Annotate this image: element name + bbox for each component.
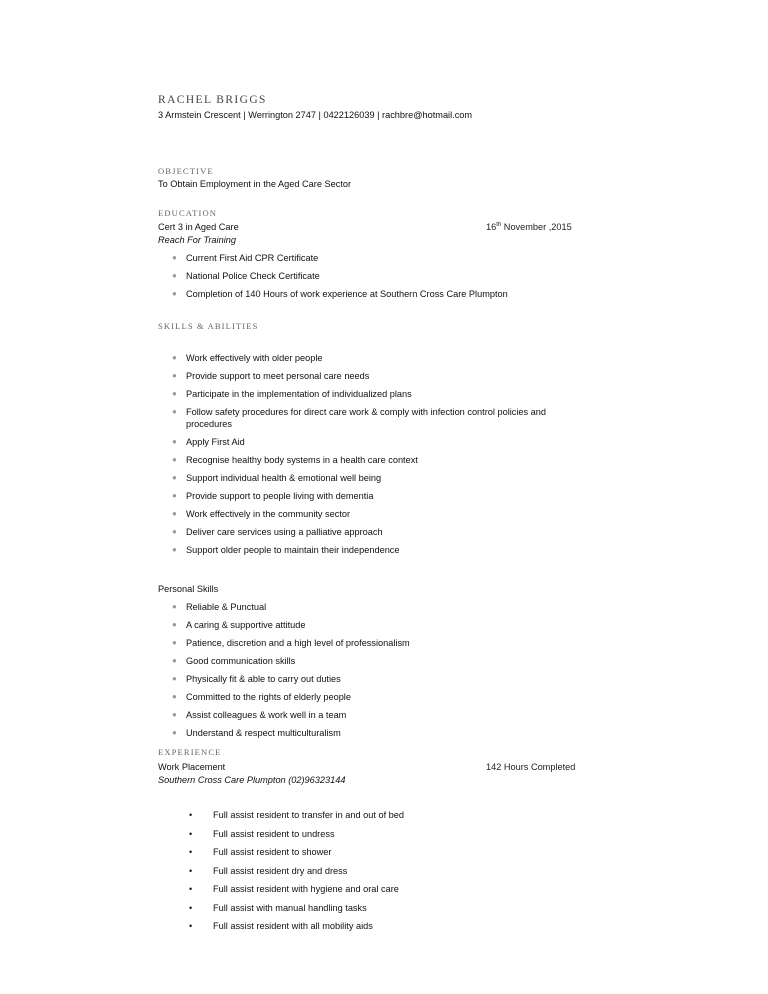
candidate-name: RACHEL BRIGGS bbox=[158, 94, 267, 106]
list-item bbox=[158, 709, 588, 721]
list-item-text: Assist colleagues & work well in a team bbox=[186, 710, 347, 720]
education-provider: Reach For Training bbox=[158, 235, 236, 245]
bullet-icon: • bbox=[189, 902, 193, 913]
list-item-text: Work effectively with older people bbox=[186, 353, 323, 363]
list-item bbox=[158, 883, 588, 895]
bullet-icon: • bbox=[189, 828, 193, 839]
list-item bbox=[158, 809, 588, 821]
list-item-text: Full assist resident dry and dress bbox=[213, 865, 348, 876]
bullet-icon: ● bbox=[172, 620, 177, 629]
bullet-icon: • bbox=[189, 865, 193, 876]
bullet-icon: ● bbox=[172, 473, 177, 482]
list-item bbox=[158, 252, 588, 264]
bullet-icon: ● bbox=[172, 656, 177, 665]
bullet-icon: • bbox=[189, 810, 193, 820]
list-item-text-continued: procedures bbox=[186, 419, 232, 429]
list-item-text: Provide support to people living with dementia bbox=[186, 491, 374, 501]
list-item bbox=[158, 601, 588, 613]
bullet-icon: ● bbox=[172, 389, 177, 398]
list-item bbox=[158, 472, 588, 484]
list-item bbox=[158, 865, 588, 877]
list-item-text: Provide support to meet personal care needs bbox=[186, 371, 370, 381]
bullet-icon: ● bbox=[172, 253, 177, 262]
bullet-icon: ● bbox=[172, 371, 177, 380]
education-heading: EDUCATION bbox=[158, 208, 218, 218]
list-item-text: Committed to the rights of elderly people bbox=[186, 692, 351, 702]
bullet-icon: • bbox=[189, 884, 193, 894]
bullet-icon: ● bbox=[172, 527, 177, 536]
list-item bbox=[158, 691, 588, 703]
list-item bbox=[158, 406, 588, 430]
list-item bbox=[158, 828, 588, 840]
education-date-rest: November ,2015 bbox=[501, 222, 572, 233]
list-item-text: Deliver care services using a palliative approach bbox=[186, 527, 383, 537]
education-list bbox=[158, 252, 588, 300]
list-item-text: Full assist resident to transfer in and out of bed bbox=[213, 810, 404, 820]
list-item-text: Full assist resident to undress bbox=[213, 828, 335, 839]
list-item-text: Full assist resident with all mobility aids bbox=[213, 921, 373, 931]
list-item-text: Work effectively in the community sector bbox=[186, 509, 351, 519]
bullet-icon: ● bbox=[172, 289, 177, 298]
list-item-text: Completion of 140 Hours of work experience at Southern Cross Care Plumpton bbox=[186, 289, 508, 299]
list-item bbox=[158, 637, 588, 649]
bullet-icon: ● bbox=[172, 353, 177, 362]
bullet-icon: ● bbox=[172, 728, 177, 737]
experience-employer: Southern Cross Care Plumpton (02)96323144 bbox=[158, 775, 346, 785]
list-item-text: Full assist resident to shower bbox=[213, 847, 332, 857]
education-date-suffix: th bbox=[496, 222, 502, 228]
list-item-text: Full assist with manual handling tasks bbox=[213, 902, 367, 913]
objective-text: To Obtain Employment in the Aged Care Sector bbox=[158, 179, 352, 189]
list-item bbox=[158, 508, 588, 520]
bullet-icon: ● bbox=[172, 455, 177, 464]
experience-heading: EXPERIENCE bbox=[158, 747, 222, 757]
list-item bbox=[158, 454, 588, 466]
list-item bbox=[158, 727, 588, 739]
list-item bbox=[158, 352, 588, 364]
list-item-text: Understand & respect multiculturalism bbox=[186, 728, 341, 738]
list-item bbox=[158, 388, 588, 400]
bullet-icon: ● bbox=[172, 545, 177, 554]
list-item bbox=[158, 436, 588, 448]
list-item bbox=[158, 846, 588, 858]
list-item bbox=[158, 673, 588, 685]
bullet-icon: • bbox=[189, 921, 193, 931]
contact-details: 3 Armstein Crescent | Werrington 2747 | 0422126039 | rachbre@hotmail.com bbox=[158, 110, 473, 120]
bullet-icon: ● bbox=[172, 602, 177, 611]
education-date bbox=[486, 222, 572, 232]
list-item bbox=[158, 655, 588, 667]
list-item-text: Recognise healthy body systems in a health care context bbox=[186, 455, 418, 465]
list-item-text: Physically fit & able to carry out duties bbox=[186, 674, 341, 684]
objective-heading: OBJECTIVE bbox=[158, 166, 214, 176]
list-item bbox=[158, 270, 588, 282]
list-item-text: Current First Aid CPR Certificate bbox=[186, 253, 319, 263]
bullet-icon: ● bbox=[172, 692, 177, 701]
list-item bbox=[158, 920, 588, 932]
bullet-icon: ● bbox=[172, 271, 177, 280]
list-item bbox=[158, 544, 588, 556]
list-item-text: Support older people to maintain their independence bbox=[186, 545, 400, 555]
list-item-text: Follow safety procedures for direct care work & comply with infection control policies and bbox=[186, 407, 546, 417]
list-item-text: Participate in the implementation of individualized plans bbox=[186, 389, 412, 399]
list-item bbox=[158, 490, 588, 502]
list-item-text: National Police Check Certificate bbox=[186, 271, 320, 281]
education-course: Cert 3 in Aged Care bbox=[158, 222, 239, 232]
skills-heading: SKILLS & ABILITIES bbox=[158, 321, 259, 331]
list-item bbox=[158, 902, 588, 914]
experience-hours: 142 Hours Completed bbox=[486, 762, 576, 772]
list-item-text: Good communication skills bbox=[186, 656, 296, 666]
experience-role: Work Placement bbox=[158, 762, 226, 772]
bullet-icon: ● bbox=[172, 674, 177, 683]
education-date-day: 16 bbox=[486, 222, 497, 233]
list-item bbox=[158, 288, 588, 300]
list-item bbox=[158, 370, 588, 382]
experience-list bbox=[158, 809, 588, 932]
bullet-icon: ● bbox=[172, 638, 177, 647]
bullet-icon: • bbox=[189, 847, 193, 857]
bullet-icon: ● bbox=[172, 407, 177, 416]
list-item-text: Full assist resident with hygiene and oral care bbox=[213, 884, 399, 894]
list-item-text: Patience, discretion and a high level of professionalism bbox=[186, 638, 410, 648]
bullet-icon: ● bbox=[172, 509, 177, 518]
skills-list bbox=[158, 352, 588, 556]
personal-skills-heading: Personal Skills bbox=[158, 584, 219, 594]
bullet-icon: ● bbox=[172, 437, 177, 446]
bullet-icon: ● bbox=[172, 710, 177, 719]
personal-skills-list bbox=[158, 601, 588, 739]
list-item bbox=[158, 526, 588, 538]
list-item bbox=[158, 619, 588, 631]
bullet-icon: ● bbox=[172, 491, 177, 500]
list-item-text: A caring & supportive attitude bbox=[186, 620, 306, 630]
list-item-text: Support individual health & emotional well being bbox=[186, 473, 382, 483]
list-item-text: Reliable & Punctual bbox=[186, 602, 267, 612]
list-item-text: Apply First Aid bbox=[186, 437, 245, 447]
